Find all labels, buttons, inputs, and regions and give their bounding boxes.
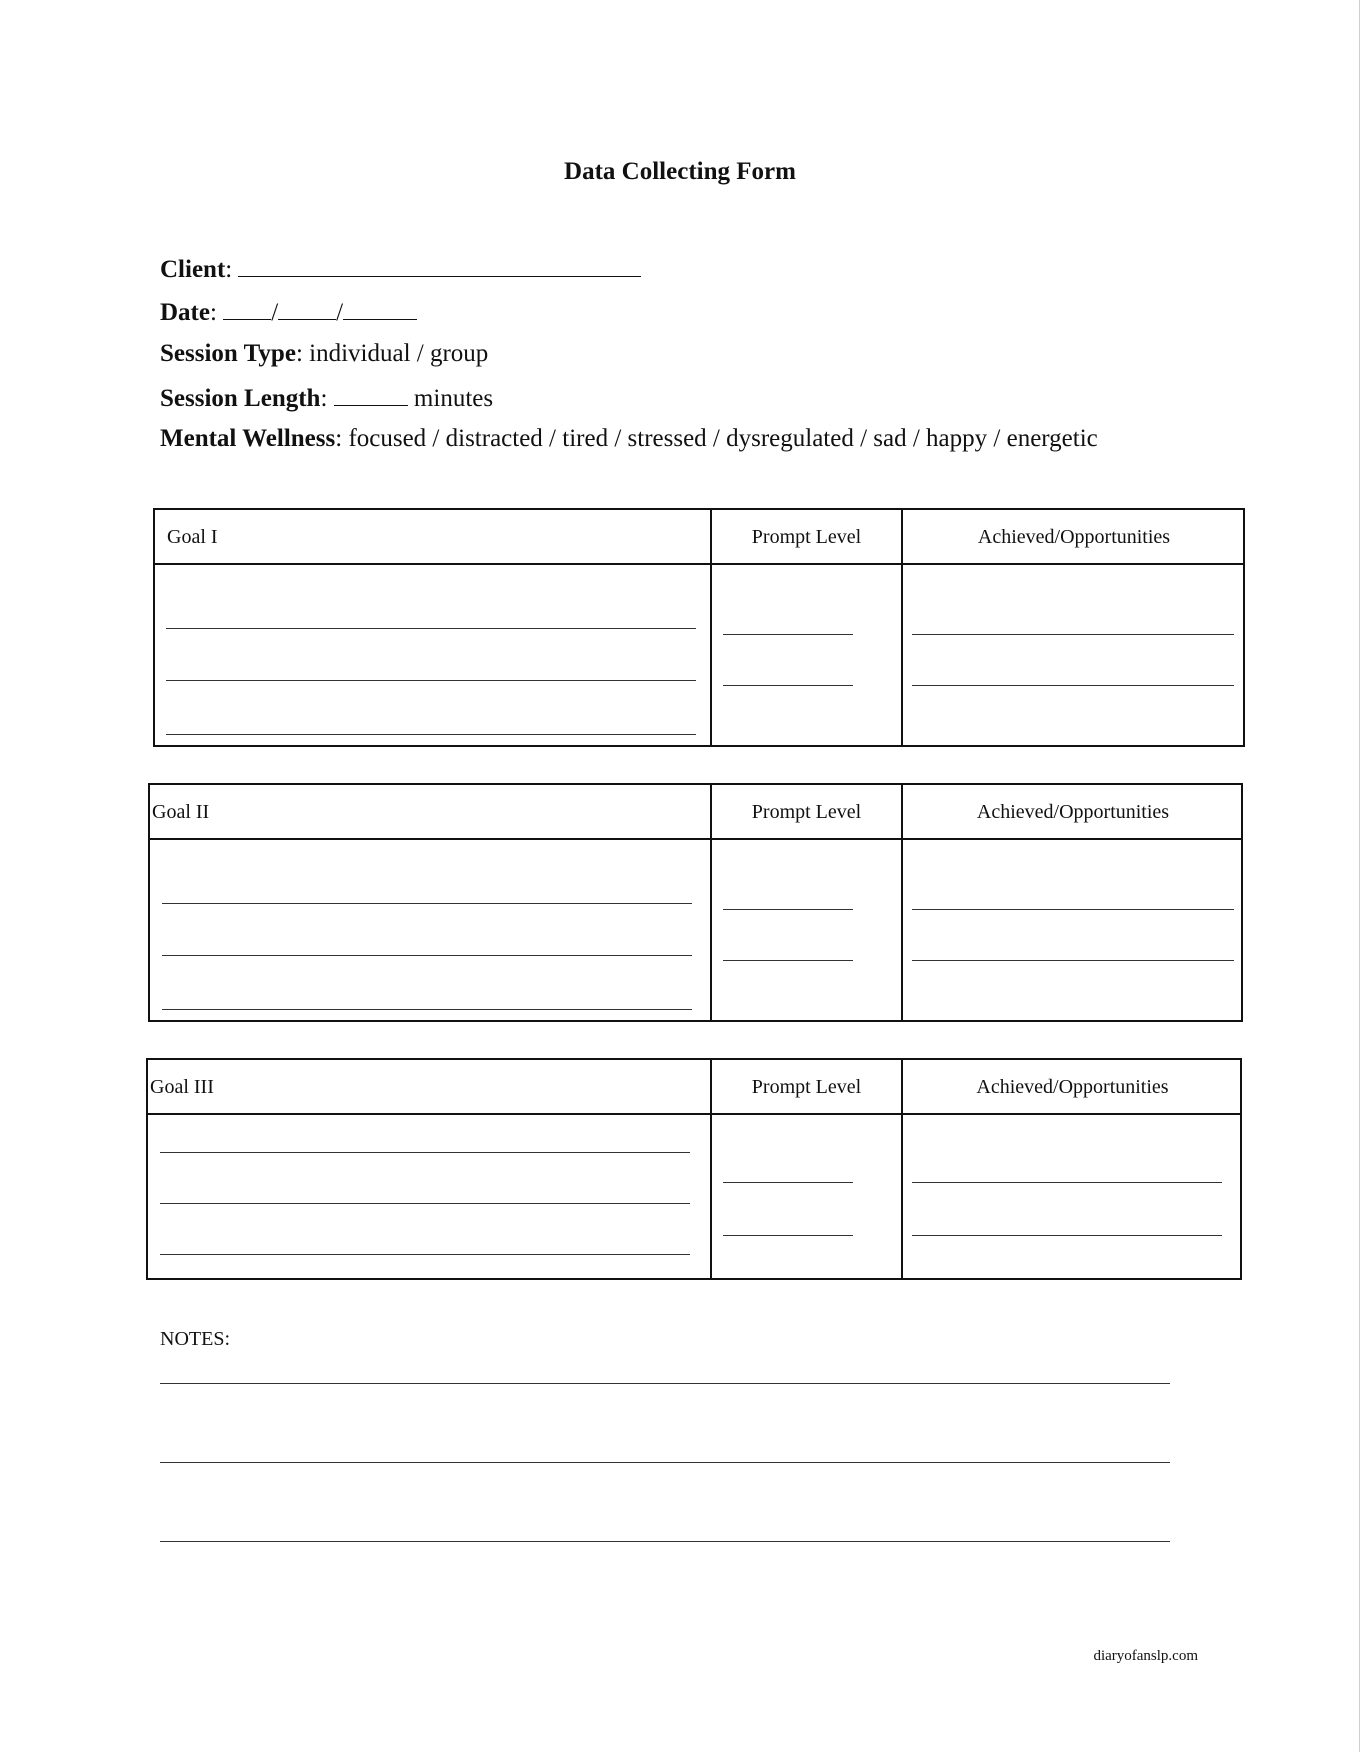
form-title: Data Collecting Form [564, 158, 796, 185]
goal-write-line[interactable] [162, 1009, 692, 1010]
goal-label: Goal II [152, 801, 210, 823]
footer-site: diaryofanslp.com [1093, 1648, 1198, 1664]
achieved-header: Achieved/Opportunities [976, 801, 1170, 823]
goal-write-line[interactable] [160, 1203, 690, 1204]
mental-wellness-label: Mental Wellness [160, 425, 336, 452]
prompt-level-line[interactable] [723, 685, 853, 686]
achieved-line[interactable] [912, 685, 1234, 686]
client-field: Client: [160, 254, 641, 284]
date-field: Date: / / [160, 297, 417, 327]
session-length-field: Session Length: minutes [160, 385, 494, 412]
goal-write-line[interactable] [160, 1254, 690, 1255]
goal-write-line[interactable] [166, 734, 696, 735]
goal-write-line[interactable] [166, 680, 696, 681]
prompt-level-header: Prompt Level [751, 801, 862, 823]
goal-write-line[interactable] [160, 1152, 690, 1153]
goal-write-line[interactable] [166, 628, 696, 629]
mental-wellness-field: Mental Wellness: focused / distracted / tired / stressed / dysregulated / sad / happy / energetic [160, 425, 1098, 452]
prompt-level-line[interactable] [723, 1235, 853, 1236]
notes-line[interactable] [160, 1383, 1170, 1384]
date-label: Date [160, 299, 210, 326]
session-type-field: Session Type: individual / group [160, 340, 489, 367]
session-type-label: Session Type [160, 340, 296, 367]
achieved-line[interactable] [912, 909, 1234, 910]
notes-line[interactable] [160, 1541, 1170, 1542]
date-month-input[interactable] [223, 297, 271, 320]
notes-line[interactable] [160, 1462, 1170, 1463]
prompt-level-line[interactable] [723, 634, 853, 635]
prompt-level-line[interactable] [723, 960, 853, 961]
goal-label: Goal I [167, 526, 218, 548]
client-label: Client [160, 256, 226, 283]
achieved-line[interactable] [912, 1235, 1222, 1236]
date-day-input[interactable] [278, 297, 336, 320]
notes-label: NOTES: [160, 1328, 230, 1350]
achieved-header: Achieved/Opportunities [976, 1076, 1169, 1098]
achieved-line[interactable] [912, 1182, 1222, 1183]
prompt-level-header: Prompt Level [751, 1076, 862, 1098]
achieved-line[interactable] [912, 960, 1234, 961]
prompt-level-line[interactable] [723, 1182, 853, 1183]
goal-label: Goal III [150, 1076, 214, 1098]
session-length-unit: minutes [413, 385, 494, 412]
date-year-input[interactable] [343, 297, 417, 320]
client-input[interactable] [238, 254, 641, 277]
achieved-header: Achieved/Opportunities [977, 526, 1171, 548]
mental-wellness-options[interactable]: focused / distracted / tired / stressed / dysregulated / sad / happy / energetic [348, 425, 1098, 452]
goal-write-line[interactable] [162, 903, 692, 904]
session-type-options[interactable]: individual / group [309, 340, 489, 367]
session-length-label: Session Length [160, 385, 321, 412]
prompt-level-header: Prompt Level [751, 526, 862, 548]
prompt-level-line[interactable] [723, 909, 853, 910]
session-length-input[interactable] [334, 383, 408, 406]
goal-write-line[interactable] [162, 955, 692, 956]
achieved-line[interactable] [912, 634, 1234, 635]
goal-table-1 [153, 508, 1245, 747]
goal-table-2 [148, 783, 1243, 1022]
goal-table-3 [146, 1058, 1242, 1280]
